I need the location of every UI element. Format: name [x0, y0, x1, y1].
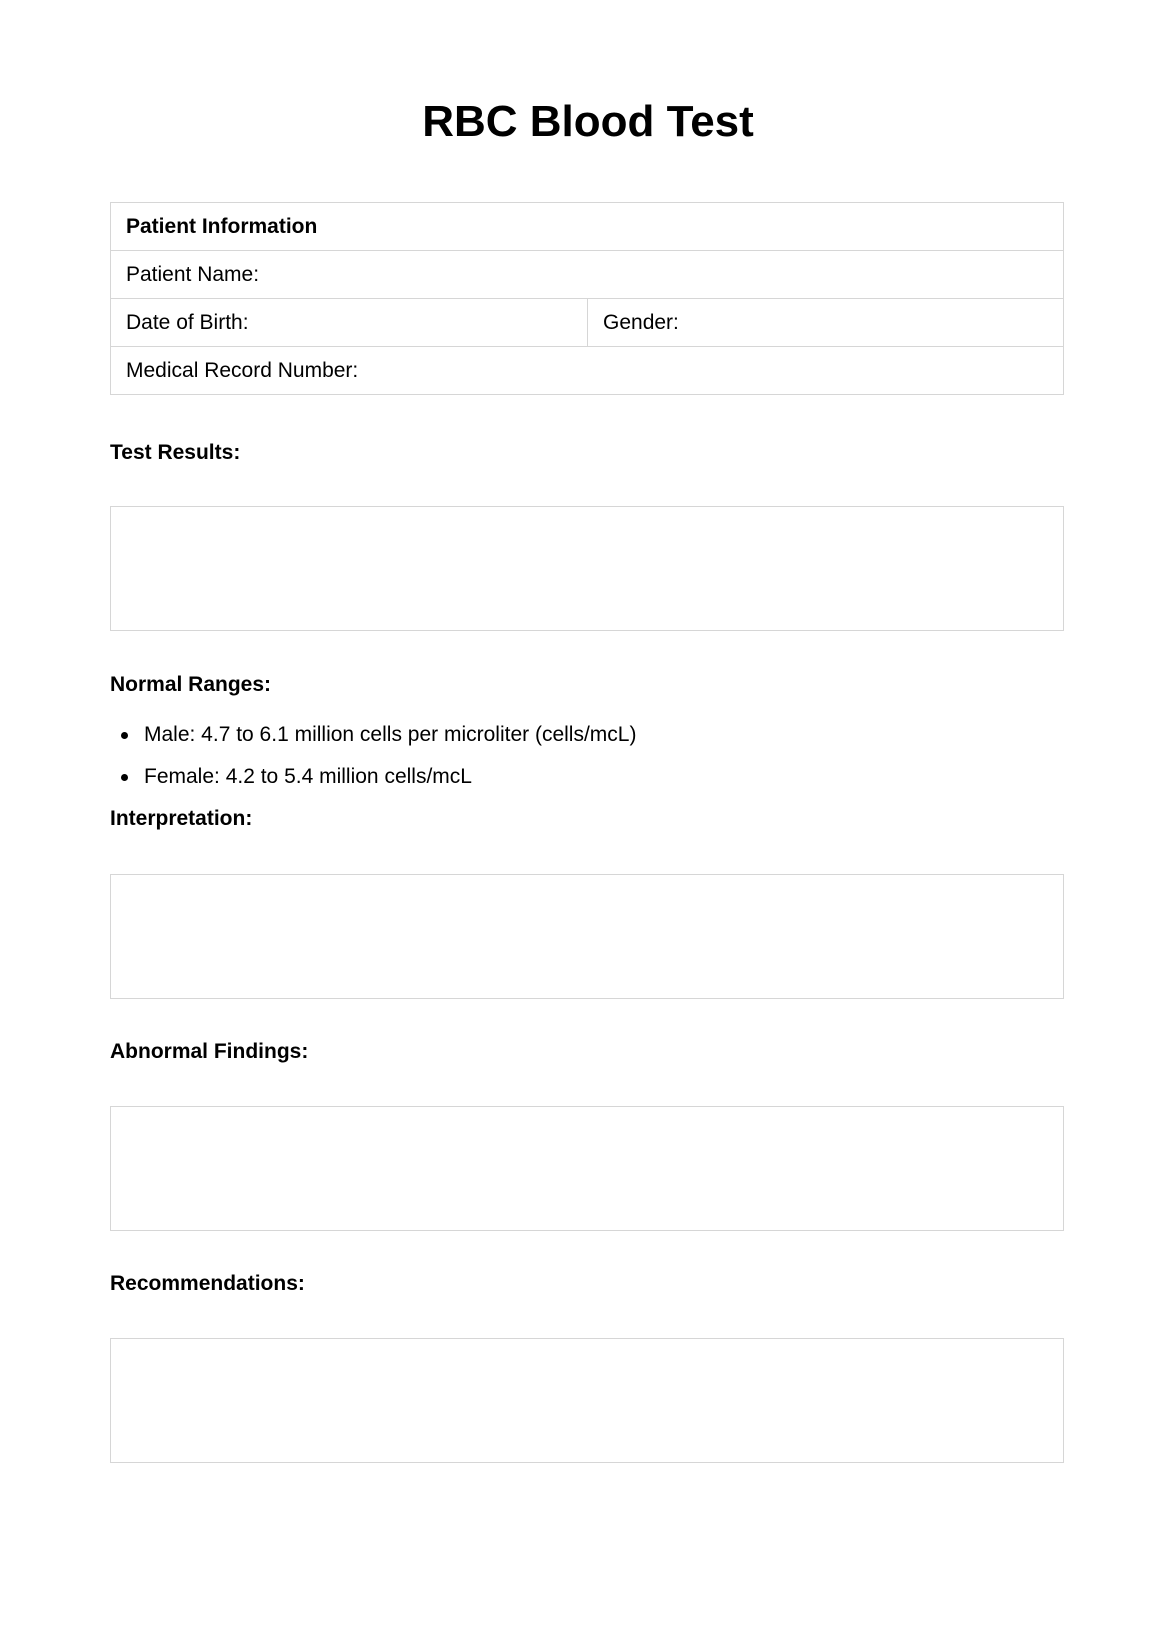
date-of-birth-field[interactable]: Date of Birth: — [111, 299, 588, 347]
recommendations-box[interactable] — [110, 1338, 1064, 1463]
range-female-text: Female: 4.2 to 5.4 million cells/mcL — [144, 765, 472, 788]
abnormal-findings-label: Abnormal Findings: — [110, 1040, 309, 1063]
abnormal-findings-box[interactable] — [110, 1106, 1064, 1231]
patient-info-header: Patient Information — [111, 203, 1064, 251]
list-item — [110, 764, 636, 806]
bullet-icon — [121, 774, 128, 781]
recommendations-label: Recommendations: — [110, 1272, 305, 1295]
patient-info-table — [110, 202, 1064, 395]
patient-name-field[interactable]: Patient Name: — [111, 251, 1064, 299]
interpretation-box[interactable] — [110, 874, 1064, 999]
normal-ranges-list — [110, 722, 636, 806]
bullet-icon — [121, 732, 128, 739]
gender-field[interactable]: Gender: — [588, 299, 1064, 347]
test-results-label: Test Results: — [110, 441, 241, 464]
normal-ranges-label: Normal Ranges: — [110, 673, 272, 696]
range-male-text: Male: 4.7 to 6.1 million cells per microliter (cells/mcL) — [144, 723, 637, 746]
list-item — [110, 722, 636, 764]
interpretation-label: Interpretation: — [110, 807, 253, 830]
page-title: RBC Blood Test — [422, 97, 754, 146]
medical-record-number-field[interactable]: Medical Record Number: — [111, 347, 1064, 395]
test-results-box[interactable] — [110, 506, 1064, 631]
